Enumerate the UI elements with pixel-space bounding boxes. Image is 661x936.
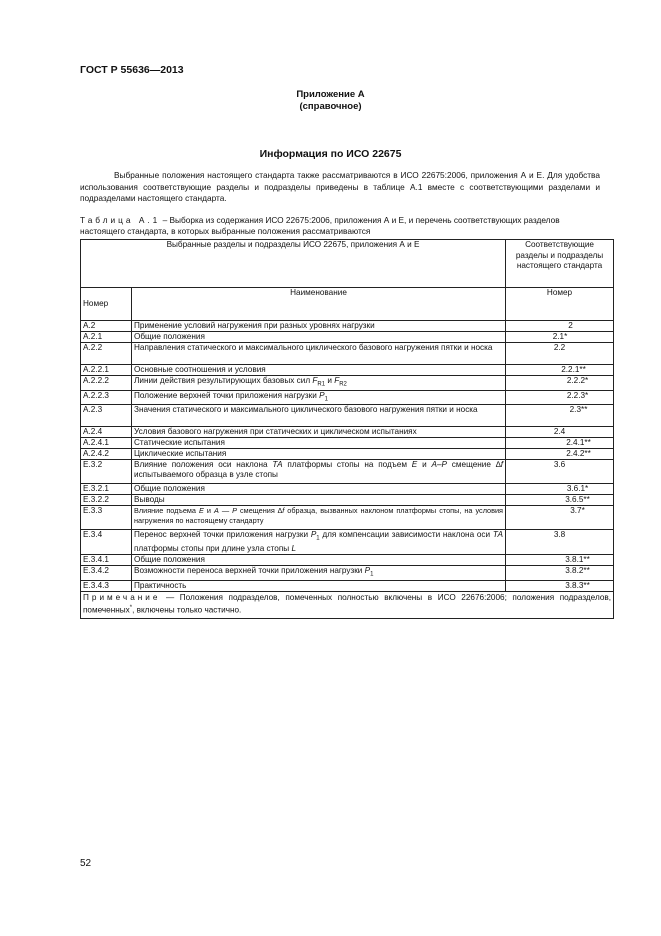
row-name: Линии действия результирующих базовых сил $F_{R1}$ и $F_{R2}$ <box>132 376 506 391</box>
table-row <box>81 565 614 580</box>
row-name: Перенос верхней точки приложения нагрузки $P_1$ для компенсации зависимости наклона оси ТА платформы стопы при длине узла стопы L <box>132 530 506 555</box>
italic-symbol: Е <box>198 506 204 516</box>
row-ref: 2.4.2** <box>506 449 614 460</box>
row-name: Выводы <box>132 495 506 506</box>
italic-symbol: Е <box>411 460 418 470</box>
row-name: Положение верхней точки приложения нагрузки $P_1$ <box>132 390 506 405</box>
row-number: А.2.2.1 <box>81 365 132 376</box>
row-number: А.2.4.1 <box>81 438 132 449</box>
row-ref: 3.8.3** <box>506 580 614 591</box>
table-header-row <box>81 240 614 288</box>
italic-symbol: P <box>310 530 317 540</box>
table-row <box>81 580 614 591</box>
section-title: Информация по ИСО 22675 <box>259 148 402 160</box>
col-number-header: Номер <box>81 288 132 321</box>
subscript: 1 <box>324 396 328 403</box>
table-row <box>81 321 614 332</box>
table-caption <box>80 215 605 237</box>
italic-symbol: А — Р <box>213 506 238 516</box>
row-number: А.2.2.3 <box>81 390 132 405</box>
table-row <box>81 332 614 343</box>
row-ref: 2.3** <box>506 405 614 427</box>
document-code: ГОСТ Р 55636—2013 <box>80 64 184 76</box>
row-number: Е.3.4.2 <box>81 565 132 580</box>
row-ref: 3.7* <box>506 506 614 530</box>
italic-symbol: ТА <box>492 530 504 540</box>
row-number: А.2.1 <box>81 332 132 343</box>
row-ref: 2.2.3* <box>506 390 614 405</box>
row-number: А.2.2.2 <box>81 376 132 391</box>
row-name: Условия базового нагружения при статических и циклическом испытаниях <box>132 427 506 438</box>
table-row <box>81 405 614 427</box>
row-number: А.2.4.2 <box>81 449 132 460</box>
table-note: Примечание — Положения подразделов, помеченных полностью включены в ИСО 22676:2006; положения подразделов, помеченных*, включены только частично. <box>81 591 614 618</box>
table-row <box>81 506 614 530</box>
table-row <box>81 554 614 565</box>
row-name: Возможности переноса верхней точки приложения нагрузки $P_1$ <box>132 565 506 580</box>
italic-symbol: ТА <box>272 460 283 470</box>
italic-symbol: ∆f <box>277 506 285 516</box>
subscript: 1 <box>316 535 320 542</box>
col-name-header: Наименование <box>132 288 506 321</box>
table-row <box>81 365 614 376</box>
table-row <box>81 438 614 449</box>
row-number: А.2 <box>81 321 132 332</box>
appendix-title: Приложение А <box>296 89 365 100</box>
row-name: Общие положения <box>132 554 506 565</box>
row-number: Е.3.4 <box>81 530 132 555</box>
italic-symbol: L <box>291 543 296 553</box>
row-ref: 2.2.2* <box>506 376 614 391</box>
row-number: А.2.3 <box>81 405 132 427</box>
table-row <box>81 495 614 506</box>
row-number: Е.3.2.1 <box>81 484 132 495</box>
row-ref: 2 <box>506 321 614 332</box>
row-name: Статические испытания <box>132 438 506 449</box>
table-row <box>81 343 614 365</box>
row-number: Е.3.4.1 <box>81 554 132 565</box>
italic-symbol: P <box>364 565 371 575</box>
intro-paragraph: Выбранные положения настоящего стандарта также рассматриваются в ИСО 22675:2006, приложения А и Е. Для удобства использования соответствующие разделы и подразделы приведены в таблице А.1 вместе с соответствующими разделами и подразделами настоящего стандарта. <box>80 170 600 203</box>
italic-symbol: ∆f <box>495 460 504 470</box>
iso-table <box>80 239 614 619</box>
row-number: Е.3.3 <box>81 506 132 530</box>
row-ref: 2.4.1** <box>506 438 614 449</box>
row-number: Е.3.2 <box>81 460 132 484</box>
row-ref: 2.2.1** <box>506 365 614 376</box>
table-subheader-row <box>81 288 614 321</box>
table-row <box>81 390 614 405</box>
row-number: А.2.2 <box>81 343 132 365</box>
note-star: * <box>129 604 133 611</box>
header-right: Соответствующие разделы и подразделы настоящего стандарта <box>506 240 614 288</box>
note-row <box>81 591 614 618</box>
table-row <box>81 530 614 555</box>
italic-symbol: А–Р <box>431 460 447 470</box>
table-row <box>81 484 614 495</box>
row-ref: 2.2 <box>506 343 614 365</box>
table-row <box>81 427 614 438</box>
table-caption-text: – Выборка из содержания ИСО 22675:2006, приложения А и Е, и перечень соответствующих разделов настоящего стандарта, в которых выбранные положения рассматриваются <box>80 215 560 236</box>
italic-symbol: F <box>312 376 318 385</box>
row-ref: 3.8 <box>506 530 614 555</box>
row-name: Применение условий нагружения при разных уровнях нагрузки <box>132 321 506 332</box>
page-number: 52 <box>80 858 92 869</box>
row-ref: 3.6 <box>506 460 614 484</box>
row-name: Значения статического и максимального циклического базового нагружения пятки и носка <box>132 405 506 427</box>
row-ref: 2.4 <box>506 427 614 438</box>
row-ref: 3.6.5** <box>506 495 614 506</box>
subscript: 1 <box>370 571 374 578</box>
row-name: Общие положения <box>132 484 506 495</box>
row-name: Влияние подъема Е и А — Р смещения ∆f образца, вызванных наклоном платформы стопы, на условия нагружения по настоящему стандарту <box>132 506 506 530</box>
row-ref: 3.6.1* <box>506 484 614 495</box>
row-ref: 2.1* <box>506 332 614 343</box>
subscript: R1 <box>317 381 326 388</box>
row-name: Циклические испытания <box>132 449 506 460</box>
col-ref-header: Номер <box>506 288 614 321</box>
note-prefix: Примечание <box>83 592 161 602</box>
italic-symbol: P <box>319 390 325 400</box>
row-name: Основные соотношения и условия <box>132 365 506 376</box>
row-number: Е.3.2.2 <box>81 495 132 506</box>
row-name: Направления статического и максимального циклического базового нагружения пятки и носка <box>132 343 506 365</box>
italic-symbol: F <box>334 376 340 385</box>
header-left: Выбранные разделы и подразделы ИСО 22675, приложения А и Е <box>81 240 506 288</box>
row-ref: 3.8.1** <box>506 554 614 565</box>
row-number: А.2.4 <box>81 427 132 438</box>
row-name: Общие положения <box>132 332 506 343</box>
table-caption-prefix: Таблица А.1 <box>80 215 161 225</box>
row-number: Е.3.4.3 <box>81 580 132 591</box>
row-name: Влияние положения оси наклона ТА платформы стопы на подъем Е и А–Р смещение ∆f испытываемого образца в узле стопы <box>132 460 506 484</box>
table-row <box>81 449 614 460</box>
table-row <box>81 460 614 484</box>
subscript: R2 <box>339 381 347 388</box>
table-row <box>81 376 614 391</box>
appendix-type: (справочное) <box>299 101 362 112</box>
row-name: Практичность <box>132 580 506 591</box>
row-ref: 3.8.2** <box>506 565 614 580</box>
